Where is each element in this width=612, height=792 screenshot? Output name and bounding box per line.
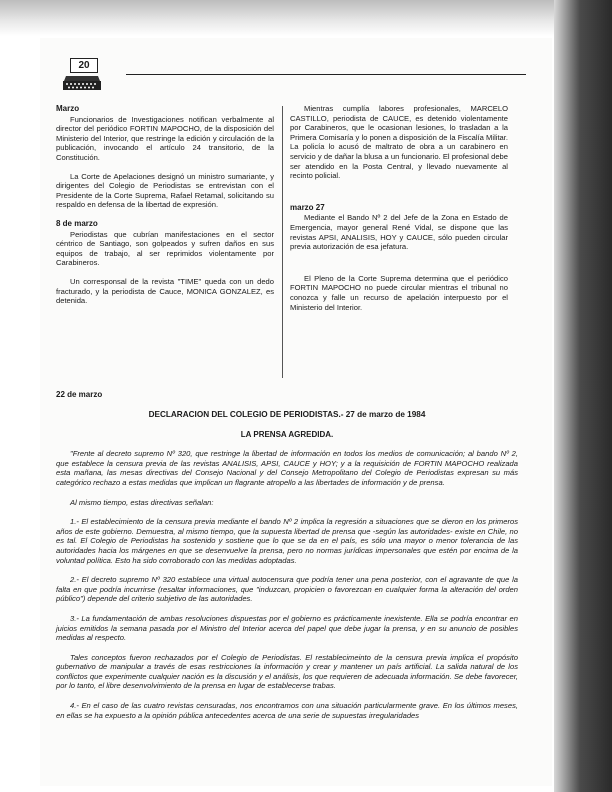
entry-8-marzo	[56, 219, 274, 306]
entry-paragraph: Un corresponsal de la revista "TIME" queda con un dedo fracturado, y la periodista de Cauce, MONICA GONZALEZ, es detenida.	[56, 276, 274, 306]
entry-paragraph: Mediante el Bando Nº 2 del Jefe de la Zona en Estado de Emergencia, mayor general René Vidal, se dispone que las revistas APSI, ANALISIS, HOY y CAUCE, sólo pueden circular previa autorización de esa jefatura.	[290, 213, 508, 252]
scan-binding-edge	[554, 0, 612, 792]
entry-marzo-27	[290, 203, 508, 312]
entry-date: 8 de marzo	[56, 218, 98, 228]
page-number-badge	[56, 56, 108, 96]
entry-marzo	[56, 104, 274, 210]
entry-date: marzo 27	[290, 202, 325, 212]
declaration-title: DECLARACION DEL COLEGIO DE PERIODISTAS.- 27 de marzo de 1984	[148, 410, 426, 419]
left-column	[56, 104, 274, 315]
entry-paragraph: El Pleno de la Corte Suprema determina que el periódico FORTIN MAPOCHO no puede circular mientras el tribunal no conozca y falle un recurso de apelación interpuesto por el Ministerio del Interior.	[290, 273, 508, 312]
declaration-subtitle: LA PRENSA AGREDIDA.	[240, 429, 334, 439]
header-rule	[126, 74, 526, 75]
column-divider	[282, 106, 283, 378]
page-number: 20	[70, 58, 98, 73]
declaration-paragraph: 2.- El decreto supremo Nº 320 establece una virtual autocensura que podría tener una pena posterior, con el agravante de que la falta en que podría incurrirse (resaltar informaciones, que "induzcan, propicien o favorezcan en cualquier forma la alteración del orden público") depende del criterio subjetivo de las autoridades.	[56, 575, 518, 604]
declaration-paragraph: 3.- La fundamentación de ambas resoluciones dispuestas por el gobierno es prácticamente inexistente. Ella se podría encontrar en juicios emitidos la semana pasada por el Ministro del Interior acerca del papel que debe jugar la prensa, y en su anuncio de posibles medidas al respecto.	[56, 613, 518, 643]
entry-paragraph: Funcionarios de Investigaciones notifican verbalmente al director del periódico FORTIN MAPOCHO, de la disposición del Ministerio del Interior, que restringe la edición y circulación de la publicación, invocando el artículo 24 transitorio, de la Constitución.	[56, 114, 274, 162]
entry-paragraph: Mientras cumplía labores profesionales, MARCELO CASTILLO, periodista de CAUCE, es detenido violentamente por Carabineros, que le ocasionan lesiones, lo trasladan a la Primera Comisaría y lo ponen a disposición de la Fiscalía Militar. La policía lo acusó de maltrato de obra a un carabinero en servicio y de dañar la blusa a un funcionario. El profesional debe ser atendido en la Posta Central, y llevado nuevamente al recinto policial.	[290, 104, 508, 181]
scan-top-shadow	[0, 0, 612, 36]
right-column	[290, 104, 508, 321]
entry-date-22-marzo: 22 de marzo	[56, 390, 103, 399]
declaration	[56, 410, 518, 730]
document-page	[40, 38, 552, 786]
declaration-paragraph: Al mismo tiempo, estas directivas señalan:	[70, 497, 214, 507]
entry-date: Marzo	[56, 104, 80, 113]
entry-castillo	[290, 104, 508, 181]
declaration-paragraph: Tales conceptos fueron rechazados por el Colegio de Periodistas. El restablecimeinto de la censura previa implica el propósito gubernativo de manipular a través de esas restricciones la información y crear y mantener un país artificial. La salida natural de los conflictos que experimente cualquier nación es la discusión y el análisis, los que requieren de adecuada información. Se debe favorecer, por lo tanto, el libre desenvolvimiento de la prensa en lugar de establecerse trabas.	[56, 652, 518, 691]
entry-paragraph: Periodistas que cubrían manifestaciones en el sector céntrico de Santiago, son golpeados y sufren daños en sus equipos de trabajo, al ser reprimidos violentamente por Carabineros.	[56, 229, 274, 268]
declaration-paragraph: "Frente al decreto supremo Nº 320, que restringe la libertad de información en todos los medios de comunicación; al bando Nº 2, que establece la censura previa de las revistas ANALISIS, APSI, CAUCE y HOY; y a la requisición de FORTIN MAPOCHO realizada esta mañana, las mesas directivas del Consejo Nacional y del Consejo Metropolitano del Colegio de Periodistas expresan su más categórico rechazo a estas medidas que implican un flagrante atropello a las libertades de información y de prensa.	[56, 449, 518, 487]
page-header	[56, 56, 536, 106]
entry-paragraph: La Corte de Apelaciones designó un ministro sumariante, y dirigentes del Colegio de Periodistas se entrevistan con el Presidente de la Corte Suprema, Rafael Retamal, solicitando su respaldo en defensa de la libertad de expresión.	[56, 171, 274, 210]
declaration-paragraph: 4.- En el caso de las cuatro revistas censuradas, nos encontramos con una situación particularmente grave. En los últimos meses, en ellas se ha expuesto a la opinión pública antecedentes acerca de una serie de supuestas irregularidades	[56, 701, 518, 720]
typewriter-icon	[62, 72, 102, 92]
declaration-paragraph: 1.- El establecimiento de la censura previa mediante el bando Nº 2 implica la regresión a situaciones que se dieron en los primeros años de este gobierno. Demuestra, al mismo tiempo, que la supuesta libertad de prensa que -según las autoridades- existe en Chile, no es tal. El Colegio de Periodistas ha sostenido y sostiene que lo que se da en el país, es sólo una mayor o menor tolerancia de las autoridades hacia los márgenes en que se desenvuelve la prensa, pero no normas jurídicas impersonales que estén por encima de la voluntad política. Esto ha sido corroborado con las medidas adoptadas.	[56, 517, 518, 565]
